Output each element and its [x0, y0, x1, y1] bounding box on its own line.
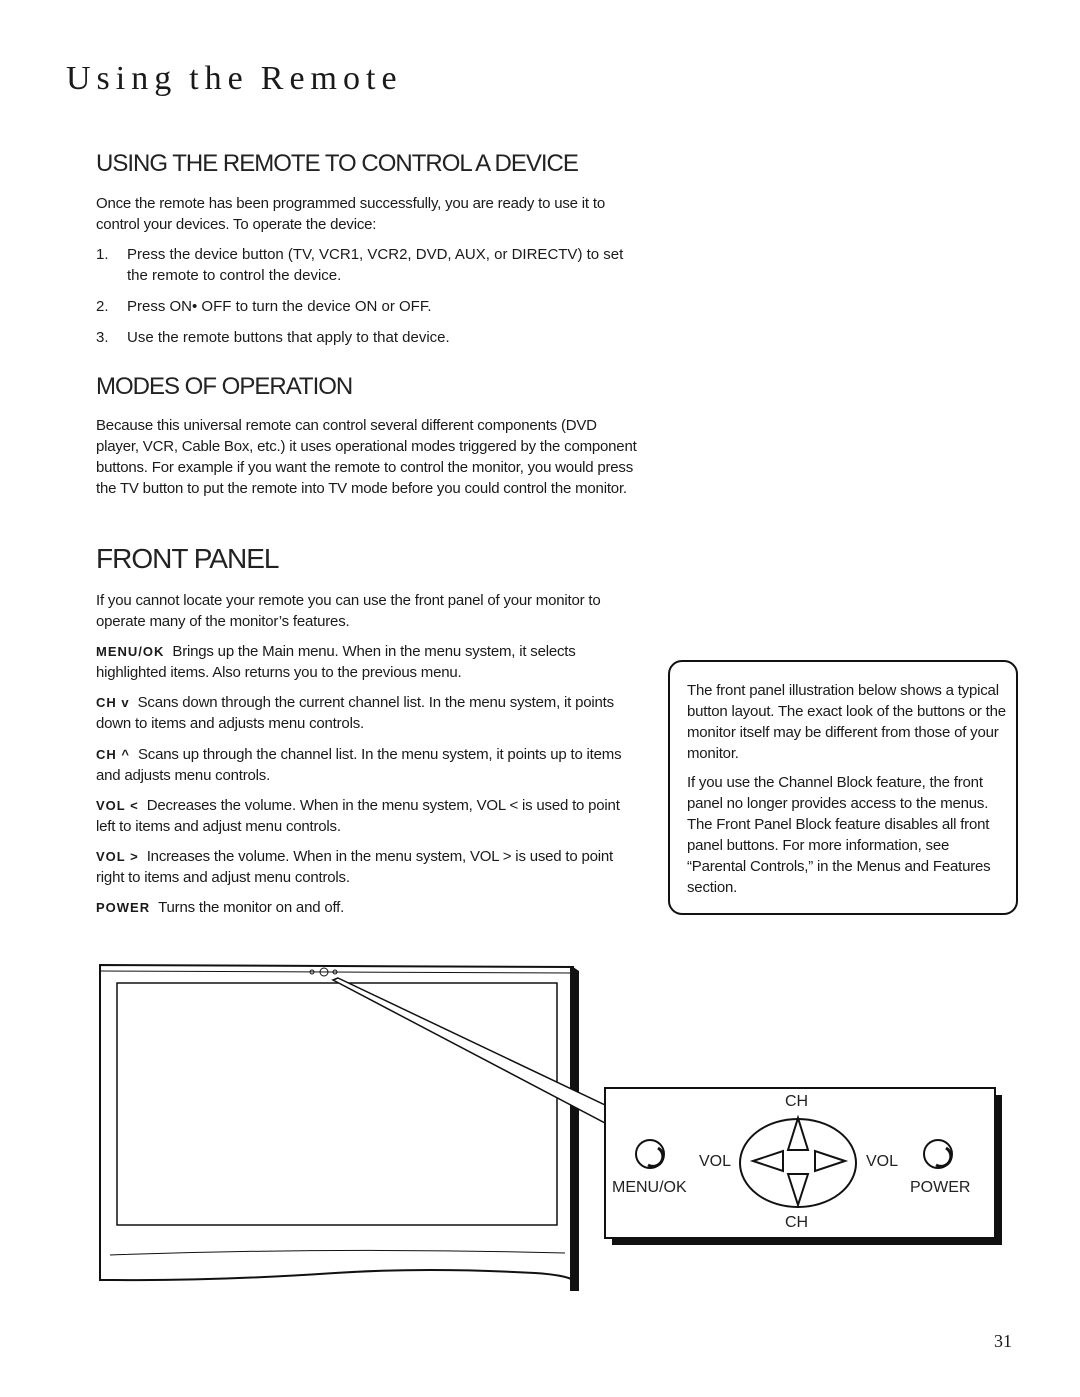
- label-power: POWER: [910, 1179, 971, 1196]
- monitor-shadow: [570, 967, 579, 1291]
- monitor-screen: [117, 983, 557, 1225]
- page-title: [66, 60, 403, 98]
- definition-term: CH v: [96, 695, 130, 710]
- definition-power: [96, 897, 641, 918]
- definition-term: VOL >: [96, 849, 139, 864]
- label-ch-bottom: CH: [785, 1214, 809, 1231]
- definition-vol-up: [96, 846, 641, 888]
- list-item: [96, 244, 641, 286]
- definition-term: POWER: [96, 900, 151, 915]
- list-item: [96, 296, 641, 317]
- monitor-bezel: [110, 1250, 565, 1255]
- step-text: Press the device button (TV, VCR1, VCR2, DVD, AUX, or DIRECTV) to set the remote to control the device.: [127, 246, 624, 284]
- definition-ch-down: [96, 692, 641, 734]
- section1-intro: Once the remote has been programmed successfully, you are ready to use it to control your devices. To operate the device:: [96, 195, 605, 233]
- definition-text: Scans up through the channel list. In the menu system, it points up to items and adjusts menu controls.: [96, 746, 622, 784]
- monitor-drawing: [95, 955, 1015, 1295]
- section-heading-control-device: USING THE REMOTE TO CONTROL A DEVICE: [96, 150, 578, 177]
- page-number: 31: [994, 1331, 1012, 1351]
- section-heading-front-panel: FRONT PANEL: [96, 543, 279, 574]
- definition-menu-ok: [96, 641, 641, 683]
- definition-vol-down: [96, 795, 641, 837]
- step-text: Use the remote buttons that apply to that device.: [127, 329, 450, 346]
- title-word-2: the: [189, 60, 249, 97]
- section-heading-modes: MODES OF OPERATION: [96, 373, 353, 400]
- steps-list: [96, 244, 641, 358]
- note-paragraph-2: If you use the Channel Block feature, the front panel no longer provides access to the menus. The Front Panel Block feature disables all front panel buttons. For more information, see “Parental Controls,” in the Menus and Features section.: [687, 774, 991, 896]
- label-ch-top: CH: [785, 1093, 809, 1110]
- definition-text: Scans down through the current channel list. In the menu system, it points down to items and adjusts menu controls.: [96, 694, 614, 732]
- step-text: Press ON• OFF to turn the device ON or OFF.: [127, 298, 432, 315]
- title-word-1: Using: [66, 60, 178, 97]
- title-word-3: Remote: [260, 60, 403, 97]
- definition-term: CH ^: [96, 747, 130, 762]
- step-number: 3.: [96, 329, 109, 346]
- section3-intro: If you cannot locate your remote you can use the front panel of your monitor to operate many of the monitor’s features.: [96, 592, 601, 630]
- step-number: 1.: [96, 246, 109, 263]
- note-box: [668, 660, 1018, 915]
- definition-text: Turns the monitor on and off.: [158, 899, 345, 916]
- callout-pointer: [333, 978, 605, 1123]
- monitor-outer: [100, 965, 573, 1280]
- label-vol-right: VOL: [866, 1153, 899, 1170]
- definition-text: Decreases the volume. When in the menu system, VOL < is used to point left to items and adjust menu controls.: [96, 797, 620, 835]
- front-panel-illustration: [95, 955, 1015, 1295]
- definition-text: Brings up the Main menu. When in the menu system, it selects highlighted items. Also returns you to the previous menu.: [96, 643, 576, 681]
- definition-text: Increases the volume. When in the menu system, VOL > is used to point right to items and adjust menu controls.: [96, 848, 614, 886]
- definition-term: MENU/OK: [96, 644, 165, 659]
- label-vol-left: VOL: [699, 1153, 732, 1170]
- definition-ch-up: [96, 744, 641, 786]
- list-item: [96, 327, 641, 348]
- step-number: 2.: [96, 298, 109, 315]
- note-paragraph-1: The front panel illustration below shows a typical button layout. The exact look of the buttons or the monitor itself may be different from those of your monitor.: [687, 682, 1006, 762]
- definition-term: VOL <: [96, 798, 139, 813]
- section2-body: Because this universal remote can control several different components (DVD player, VCR, Cable Box, etc.) it uses operational modes triggered by the component buttons. For example if you want the remote to control the monitor, you would press the TV button to put the remote into TV mode before you could control the monitor.: [96, 417, 637, 497]
- label-menu-ok: MENU/OK: [612, 1179, 687, 1196]
